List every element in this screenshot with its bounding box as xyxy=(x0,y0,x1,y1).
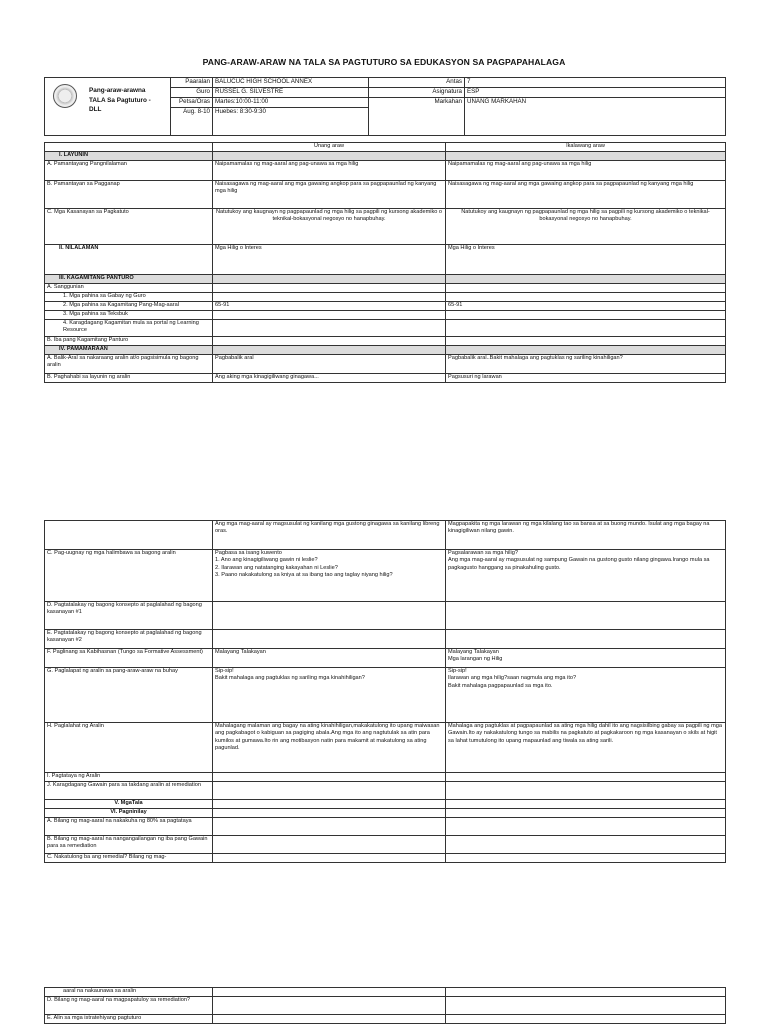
pamantayang-pangnilalaman-label: A. Pamantayang Pangnilalaman xyxy=(45,161,213,181)
huwebes-value: Huebes: 8:30-9:30 xyxy=(213,108,369,136)
dll-main-table-page3 xyxy=(44,987,726,1024)
mga-tala-heading: V. MgaTala xyxy=(45,800,213,809)
balik-aral-label: A. Balik-Aral sa nakaraang aralin at/o pagsisimula ng bagong aralin xyxy=(45,355,213,374)
antas-label: Antas xyxy=(369,78,465,88)
table-cell: Pagbasa sa isang kuwento 1. Ano ang kinagigiliwang gawin ni leslie? 2. Ilarawan ang natatanging kakayahan ni Leslie? 3. Paano nakakatulong sa kniya at sa ibang tao ang taglay niyang hilig? xyxy=(213,550,446,602)
guro-label: Guro xyxy=(171,88,213,98)
dll-header-table xyxy=(44,77,726,136)
day1-header: Unang araw xyxy=(213,143,446,152)
table-cell: Pagsalarawan sa mga hilig? Ang mga mag-aaral ay magsusulat ng sampung Gawain na gustong gusto nilang gingawa.Irango mula sa pagkagusto hanggang sa pinakahuling gusto. xyxy=(446,550,726,602)
paglalahat-label: H. Paglalahat ng Aralin xyxy=(45,723,213,773)
table-cell: Natutukoy ang kaugnayn ng pagpapaunlad ng mga hilig sa pagpili ng kursong akademiko o teknikal-bokasyonal negosyo no hanapbuhay. xyxy=(213,209,446,245)
table-cell: 65-91 xyxy=(446,302,726,311)
petsa-value: Martes:10:00-11:00 xyxy=(213,98,369,108)
paglalapat-label: G. Paglalapat ng aralin sa pang-araw-araw na buhay xyxy=(45,668,213,723)
pag-uugnay-label: C. Pag-uugnay ng mga halimbawa sa bagong aralin xyxy=(45,550,213,602)
pagtatalakay-2-label: E. Pagtatalakay ng bagong konsepto at paglalahad ng bagong kasanayan #2 xyxy=(45,630,213,649)
teksbuk-label: 3. Mga pahina sa Teksbuk xyxy=(45,311,213,320)
table-cell: Pagbabalik aral xyxy=(213,355,446,374)
kagamitan-heading: III. KAGAMITANG PANTURO xyxy=(45,275,213,284)
dll-main-table-page2 xyxy=(44,520,726,863)
day2-header: Ikalawang araw xyxy=(446,143,726,152)
table-cell: Ang aking mga kinagigiliwang ginagawa... xyxy=(213,374,446,383)
table-cell: 65-91 xyxy=(213,302,446,311)
bilang-remediation-label: B. Bilang ng mag-aaral na nangangailangan ng iba pang Gawain para sa remediation xyxy=(45,836,213,854)
logo-cell xyxy=(45,78,171,136)
table-cell: Naisasagawa ng mag-aaral ang mga gawaing angkop para sa pagpapaunlad ng kanyang mga hilig xyxy=(213,181,446,209)
table-cell: Natutukoy ang kaugnayn ng pagpapaunlad ng mga hilig sa pagpili ng kursong akademiko o teknikal-bokasyonal negosyo no hanapbuhay. xyxy=(446,209,726,245)
kasanayan-label: C. Mga Kasanayan sa Pagkatuto xyxy=(45,209,213,245)
markahan-label: Markahan xyxy=(369,98,465,136)
pagtataya-label: I. Pagtataya ng Aralin xyxy=(45,773,213,782)
pagtatalakay-1-label: D. Pagtatalakay ng bagong konsepto at paglalahad ng bagong kasanayan #1 xyxy=(45,602,213,630)
paglinang-label: F. Paglinang sa Kabihasnan (Tungo sa Formative Assessment) xyxy=(45,649,213,668)
pamamaraan-heading: IV. PAMAMARAAN xyxy=(45,346,213,355)
table-cell: Sip-sip! Bakit mahalaga ang pagtuklas ng sariling mga kinahihiligan? xyxy=(213,668,446,723)
table-cell: Malayang Talakayan xyxy=(213,649,446,668)
gabay-guro-label: 1. Mga pahina sa Gabay ng Guro xyxy=(45,293,213,302)
aug-label: Aug. 8-10 xyxy=(171,108,213,136)
table-cell: Mga Hilig o Interes xyxy=(446,245,726,275)
table-cell: Sip-sip! Ilarawan ang mga hilig?saan nagmula ang mga ito? Bakit mahalaga pagpapaunlad sa mga ito. xyxy=(446,668,726,723)
pagninilay-heading: VI. Pagninilay xyxy=(45,809,213,818)
pang-mag-aaral-label: 2. Mga pahina sa Kagamitang Pang-Mag-aaral xyxy=(45,302,213,311)
paaralan-value: BALUCUC HIGH SCHOOL ANNEX xyxy=(213,78,369,88)
petsa-label: Petsa/Oras xyxy=(171,98,213,108)
document-title: PANG-ARAW-ARAW NA TALA SA PAGTUTURO SA EDUKASYON SA PAGPAPAHALAGA xyxy=(202,57,566,67)
dll-main-table-page1 xyxy=(44,142,726,383)
bilang-80-label: A. Bilang ng mag-aaral na nakakuha ng 80% sa pagtataya xyxy=(45,818,213,836)
asignatura-value: ESP xyxy=(465,88,726,98)
table-cell: Pagsusuri ng larawan xyxy=(446,374,726,383)
nakaunawa-label: aaral na nakaunawa sa aralin xyxy=(45,988,213,997)
table-cell: Mga Hilig o Interes xyxy=(213,245,446,275)
nakatulong-remedial-label: C. Nakatulong ba ang remedial? Bilang ng mag- xyxy=(45,854,213,863)
istratehiya-label: E. Alin sa mga istratehiyang pagtuturo xyxy=(45,1015,213,1024)
table-cell: Pagbabalik aral..Bakit mahalaga ang pagtuklas ng sariling kinahiligan? xyxy=(446,355,726,374)
iba-pang-kagamitan-label: B. Iba pang Kagamitang Panturo xyxy=(45,337,213,346)
logo-text: Pang-araw-arawna TALA Sa Pagtuturo - DLL xyxy=(89,87,151,113)
paghahabi-label: B. Paghahabi sa layunin ng aralin xyxy=(45,374,213,383)
asignatura-label: Asignatura xyxy=(369,88,465,98)
table-cell: Naisasagawa ng mag-aaral ang mga gawaing angkop para sa pagpapaunlad ng kanyang mga hilig xyxy=(446,181,726,209)
markahan-value: UNANG MARKAHAN xyxy=(465,98,726,136)
guro-value: RUSSEL G. SILVESTRE xyxy=(213,88,369,98)
sanggunian-label: A. Sanggunian xyxy=(45,284,213,293)
pamantayan-sa-pagganap-label: B. Pamantayan sa Pagganap xyxy=(45,181,213,209)
table-cell: Malayang Talakayan Mga larangan ng Hilig xyxy=(446,649,726,668)
table-cell: Ang mga mag-aaral ay magsusulat ng kanilang mga gustong ginagawa sa kanilang libreng oras. xyxy=(213,521,446,550)
table-cell: Mahalagang malaman ang bagay na ating kinahihiligan,makakatulong ito upang maiwasan ang pagkabagot o kabiguan sa pagiging abala.Ang mga ito ang nagtutulak sa atin para kumilos at gumawa.Ito rin ang motibasyon natin para makamit at makatulong sa ating pagunlad. xyxy=(213,723,446,773)
deped-seal-icon xyxy=(53,84,77,108)
table-cell: Naipamamalas ng mag-aaral ang pag-unawa sa mga hilig xyxy=(213,161,446,181)
nilalaman-heading: II. NILALAMAN xyxy=(45,245,213,275)
magpapatuloy-label: D. Bilang ng mag-aaral na magpapatuloy sa remediation? xyxy=(45,997,213,1015)
table-cell: Naipamamalas ng mag-aaral ang pag-unawa sa mga hilig xyxy=(446,161,726,181)
layunin-heading: I. LAYUNIN xyxy=(45,152,213,161)
paaralan-label: Paaralan xyxy=(171,78,213,88)
antas-value: 7 xyxy=(465,78,726,88)
learning-resource-label: 4. Karagdagang Kagamitan mula sa portal ng Learning Resource xyxy=(45,320,213,337)
table-cell: Magpapakita ng mga larawan ng mga kilalang tao sa bansa at sa buong mundo. Isulat ang mga bagay na kinagigiliwan nilang gawin. xyxy=(446,521,726,550)
table-cell: Mahalaga ang pagtuklas at pagpapaunlad sa ating mga hilig dahil ito ang nagsisilbing gabay sa pagpili ng mga Gawain.Ito ay nakakatulong tungo sa mabilis na pagkatuto at pagkakaroon ng mga kasanayan o skils at higit sa lahat tumutulong ito upang mapaunlad ang tiwala sa ating sarili. xyxy=(446,723,726,773)
karagdagang-gawain-label: J. Karagdagang Gawain para sa takdang aralin at remediation xyxy=(45,782,213,800)
